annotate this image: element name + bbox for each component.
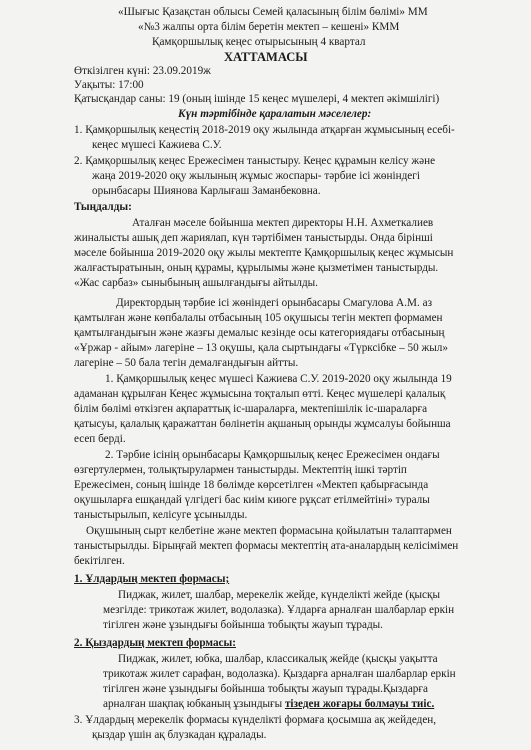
paragraph-line: есеп берді. <box>74 433 126 445</box>
paragraph-line: 1. Қамқоршылық кеңес мүшесі Кажиева С.У. 2019-2020 оқу жылында 19 <box>105 373 452 385</box>
participants-count: Қатысқандар саны: 19 (оның ішінде 15 кеңес мүшелері, 4 мектеп әкімшілігі) <box>74 93 440 105</box>
paragraph-line: білім бөлімі өткізген ақпараттық іс-шараларға, мектепішілік іс-шараларға <box>74 403 428 415</box>
org-line-2: «№3 жалпы орта білім беретін мектеп – кешені» КММ <box>138 21 400 33</box>
skirt-length-rule: тізеден жоғары болмауы тиіс. <box>284 698 435 710</box>
agenda-item-2: орынбасары Шиянова Карлығаш Заманбековна. <box>92 185 321 197</box>
paragraph-line: мәселе бойынша 2019-2020 оқу жылы мектепте Қамқоршылық кеңес жұмысын <box>74 247 454 259</box>
paragraph-line: бекітілген. <box>74 555 125 567</box>
agenda-item-2: жаңа 2019-2020 оқу жылының жұмыс жоспары- тәрбие ісі жөніндегі <box>92 170 420 182</box>
paragraph-line: Директордың тәрбие ісі жөніндегі орынбасары Смагулова А.М. аз <box>116 297 432 309</box>
paragraph-line: таныстырылып, келісуге ұсынылды. <box>74 509 248 521</box>
meeting-time: Уақыты: 17:00 <box>74 79 144 91</box>
boys-uniform-heading: 1. Ұлдардың мектеп формасы; <box>74 573 230 585</box>
paragraph-line: лагеріне – 50 бала тегін демалғандығын айтты. <box>74 357 299 369</box>
paragraph-line: таныстырылды. Бірыңғай мектеп формасы мектептің ата-аналардың келісімімен <box>74 540 459 552</box>
listened-heading: Тыңдалды: <box>74 201 132 213</box>
meeting-date: Өткізілген күні: 23.09.2019ж <box>74 65 211 77</box>
girls-uniform-text <box>103 698 434 711</box>
paragraph-line: жалғастыратынын, оның құрамы, құрылымы және қызметімен таныстырды. <box>74 262 439 274</box>
doc-title: ХАТТАМАСЫ <box>224 50 308 64</box>
paragraph-line: қамтылған және көпбалалы отбасының 105 оқушысы тегін мектеп формамен <box>74 312 443 324</box>
agenda-item-2: 2. Қамқоршылық кеңес Ережесімен таныстыру. Кеңес құрамын келісу және <box>74 155 436 167</box>
paragraph-line: «Жас сарбаз» сыныбының ашылғандығы айтылды. <box>74 277 318 289</box>
girls-uniform-text: трикотаж жилет сарафан, водолазка). Қыздарға арналған шалбарлар еркін <box>103 668 456 680</box>
paragraph-line: 2. Тәрбие ісінің орынбасары Қамқоршылық кеңес Ережесімен ондағы <box>105 449 440 461</box>
boys-uniform-text: Пиджак, жилет, шалбар, мерекелік жейде, күнделікті жейде (қысқы <box>118 589 440 601</box>
boys-uniform-text: тігілген және ұзындығы бойынша тобықты жауып тұрады. <box>103 619 383 631</box>
girls-uniform-heading: 2. Қыздардың мектеп формасы: <box>74 637 236 649</box>
festive-uniform-text: 3. Ұлдардың мерекелік формасы күнделікті формаға қосымша ақ жейдеден, <box>74 714 437 726</box>
girls-uniform-text: тігілген және ұзындығы бойынша тобықты жауып тұрады.Қыздарға <box>103 683 428 695</box>
paragraph-line: адаманан құрылған Кеңес жұмысына тоқталып өтті. Кеңес мүшелері қалалық <box>74 388 446 400</box>
agenda-item-1: 1. Қамқоршылық кеңестің 2018-2019 оқу жылында атқарған жұмысының есебі- <box>74 124 455 136</box>
paragraph-line: «Ұржар - айым» лагеріне – 13 оқушы, қала сыртындағы «Түрксібке – 50 жыл» <box>74 342 448 354</box>
paragraph-line: жиналысты ашық деп жариялап, күн тәртібімен таныстырды. Онда бірінші <box>74 232 433 244</box>
festive-uniform-text: қыздар үшін ақ блузкадан құралады. <box>92 729 267 741</box>
girls-uniform-text: Пиджак, жилет, юбка, шалбар, классикалық жейде (қысқы уақытта <box>118 653 438 665</box>
agenda-item-1: кеңес мүшесі Кажиева С.У. <box>92 139 222 151</box>
girls-skirt-text: арналған шақпақ юбканың ұзындығы <box>103 698 285 710</box>
org-line-3: Қамқоршылық кеңес отырысының 4 квартал <box>152 36 366 48</box>
paragraph-line: Аталған мәселе бойынша мектеп директоры Н.Н. Ахметкалиев <box>132 217 434 229</box>
paragraph-line: Оқушының сырт келбетіне және мектеп формасына қойылатын талаптармен <box>86 525 452 537</box>
paragraph-line: оқушыларға ешқандай үлгідегі бас киім киюге рұқсат етілмейтіні» туралы <box>74 494 430 506</box>
agenda-heading: Күн тәртібінде қаралатын мәселелер: <box>178 108 372 120</box>
org-line-1: «Шығыс Қазақстан облысы Семей қаласының білім бөлімі» ММ <box>118 6 428 18</box>
paragraph-line: қатысуы, қалалық қаражаттан бөлінетін ақшаның орынды жұмсалуы бойынша <box>74 418 451 430</box>
paragraph-line: қамтылғандығын және жазғы демалыс кезінде осы категориядағы отбасының <box>74 327 445 339</box>
paragraph-line: Ережесімен, соның ішінде 18 бөлімде көрсетілген «Мектеп қабырғасында <box>74 479 429 491</box>
paragraph-line: өзгертулермен, толықтырулармен таныстырды. Мектептің ішкі тәртіп <box>74 464 407 476</box>
boys-uniform-text: мезгілде: трикотаж жилет, водолазка). Ұлдарға арналған шалбарлар еркін <box>103 604 455 616</box>
